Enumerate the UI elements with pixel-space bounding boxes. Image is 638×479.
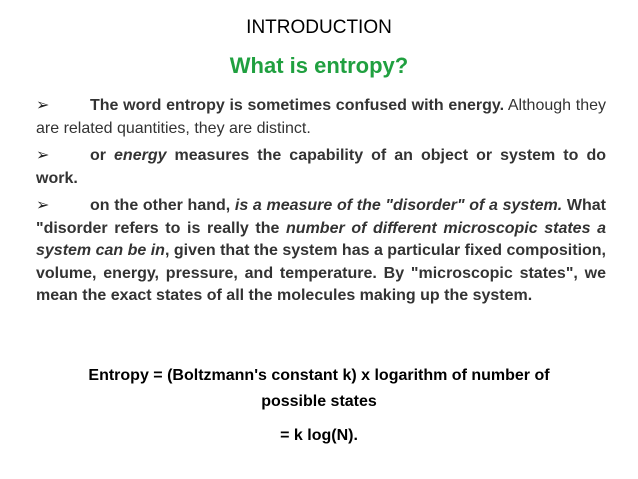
paragraph-1-bold: The word entropy is sometimes confused with energy. [90,97,505,114]
paragraph-2-bold-start: or [90,147,115,164]
equation-line-1: Entropy = (Boltzmann's constant k) x logarithm of number of [88,367,550,384]
paragraph-2-bold-end: measures the capability of an object or system to do work. [36,147,606,187]
paragraph-3 [36,195,606,308]
arrowhead-bullet-icon: ➢ [36,147,50,164]
paragraph-2-italic: energy [114,147,167,164]
slide-subtitle: What is entropy? [229,53,409,78]
paragraph-1-normal: Although they are related quantities, they are distinct. [36,97,606,137]
paragraph-3-bold-1: on the other hand, [90,197,235,214]
slide-body [36,95,606,313]
arrowhead-bullet-icon: ➢ [36,97,50,114]
paragraph-2 [36,145,606,190]
paragraph-1 [36,95,606,140]
paragraph-3-bold-3: , given that the system has a particular fixed composition, volume, energy, pressure, and temperature. By "microscopic states", we mean the exact states of all the molecules making up the system. [36,242,607,304]
paragraph-3-bold-2: What "disorder refers to is really the [36,197,607,237]
arrowhead-bullet-icon: ➢ [36,197,50,214]
equation-line-3: = k log(N). [280,427,358,444]
paragraph-3-italic-2: number of different microscopic states a system can be in [36,219,606,259]
equation-line-2: possible states [261,393,377,410]
paragraph-3-italic-1: is a measure of the "disorder" of a system. [234,197,563,214]
slide-title: INTRODUCTION [246,17,392,38]
